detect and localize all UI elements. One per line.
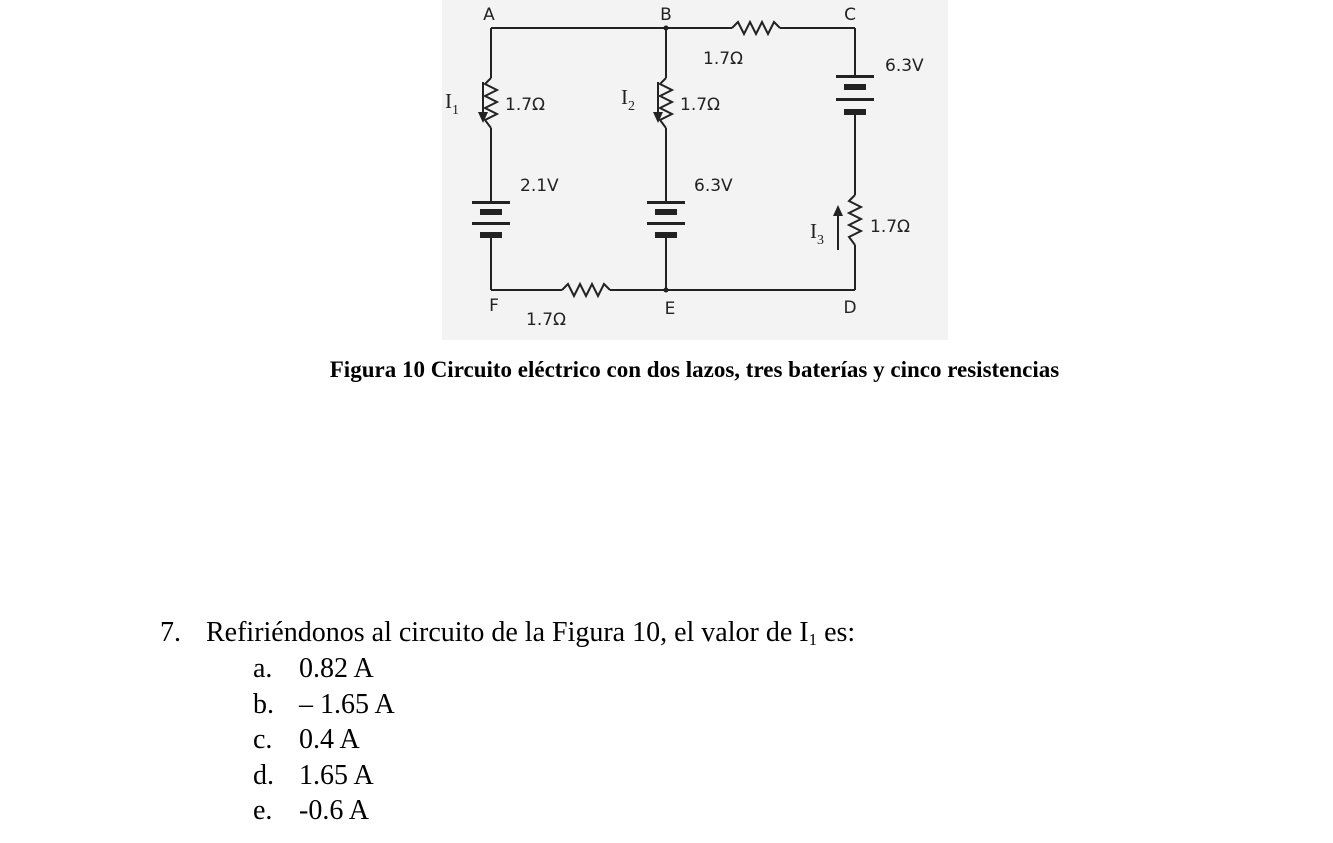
option-text: 1.65 A — [299, 759, 374, 791]
circuit-diagram — [442, 0, 948, 340]
resistor-bc — [732, 22, 780, 34]
option-text: – 1.65 A — [299, 688, 395, 720]
battery-label-left: 2.1V — [520, 176, 559, 196]
node-label-f: F — [489, 296, 499, 316]
junction-e — [664, 288, 669, 293]
option-text: 0.4 A — [299, 724, 360, 755]
resistor-af — [485, 78, 497, 128]
resistor-cd — [849, 195, 861, 245]
battery-middle — [647, 201, 685, 238]
question-text: Refiriéndonos al circuito de la Figura 10, el valor de $I_1$ es: — [206, 617, 856, 649]
option-letter: b. — [253, 688, 274, 720]
option-letter: a. — [253, 653, 273, 684]
option-letter: d. — [253, 759, 274, 791]
battery-right — [836, 75, 874, 115]
node-label-b: B — [660, 5, 672, 25]
current-label-i2: I2 — [621, 85, 635, 114]
option-letter: c. — [253, 724, 273, 755]
resistor-fe — [562, 284, 610, 296]
question-number: 7. — [160, 617, 181, 648]
resistor-label-be: 1.7Ω — [680, 95, 721, 115]
option-text: 0.82 A — [299, 653, 374, 684]
battery-label-middle: 6.3V — [694, 176, 733, 196]
option-a — [253, 651, 395, 687]
resistor-label-bc: 1.7Ω — [703, 49, 744, 69]
resistor-label-cd: 1.7Ω — [870, 217, 911, 237]
node-label-c: C — [844, 5, 856, 25]
resistor-be — [660, 78, 672, 128]
current-label-i3: I3 — [810, 219, 824, 248]
option-b — [253, 687, 395, 723]
node-label-d: D — [843, 298, 857, 318]
resistor-label-fe: 1.7Ω — [526, 310, 567, 330]
answer-options — [253, 651, 395, 829]
circuit-figure — [442, 0, 948, 340]
battery-left — [472, 201, 510, 238]
resistor-label-af: 1.7Ω — [505, 95, 546, 115]
junction-b — [664, 26, 669, 31]
option-c — [253, 722, 395, 758]
option-text: -0.6 A — [299, 795, 369, 826]
figure-caption: Figura 10 Circuito eléctrico con dos lazos, tres baterías y cinco resistencias — [329, 357, 1060, 382]
current-label-i1: I1 — [445, 89, 459, 118]
node-label-a: A — [483, 5, 495, 25]
battery-label-right: 6.3V — [885, 56, 924, 76]
option-e — [253, 793, 395, 829]
option-letter: e. — [253, 795, 273, 826]
option-d — [253, 758, 395, 794]
arrowhead-i3 — [833, 205, 843, 216]
node-label-e: E — [664, 299, 676, 319]
